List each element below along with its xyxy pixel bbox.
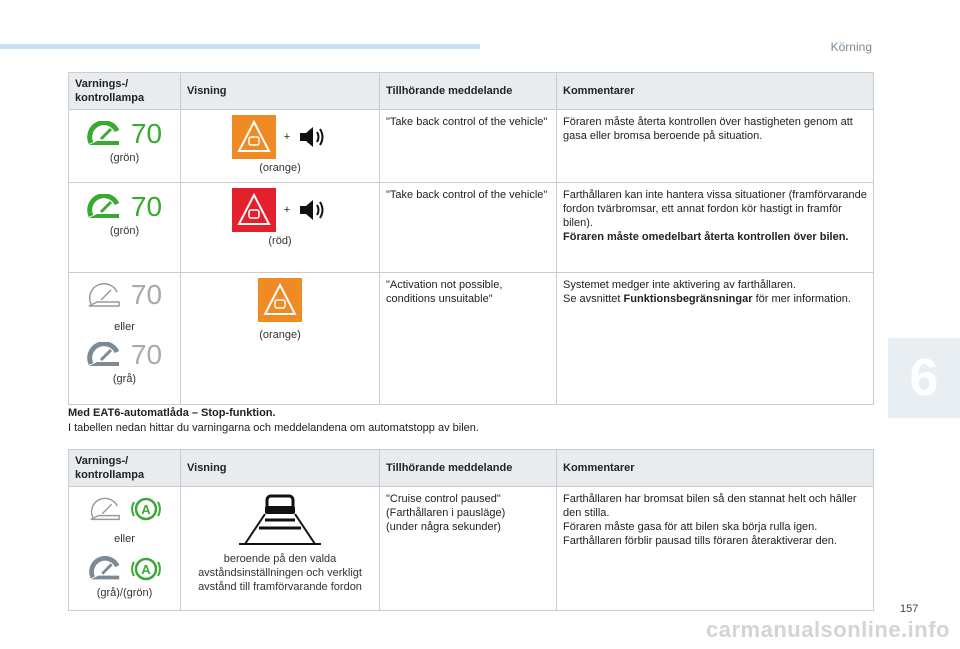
plus-sign: +	[283, 204, 291, 216]
table-row	[69, 273, 874, 405]
speaker-icon	[298, 197, 328, 223]
lamp-caption-or: eller	[114, 533, 135, 545]
lamp-caption: (grön)	[109, 152, 140, 164]
table-row	[69, 110, 874, 183]
table-row	[69, 487, 874, 611]
message-line: (Farthållaren i pausläge)	[386, 507, 506, 519]
comment-cell: Föraren måste återta kontrollen över hastigheten genom att gasa eller bromsa beroende på situation.	[557, 110, 874, 183]
col-header-message: Tillhörande meddelande	[380, 450, 557, 487]
display-cell	[181, 110, 380, 183]
comment-link-pre: Se avsnittet	[563, 293, 624, 305]
page-number: 157	[900, 603, 919, 615]
speed-value: 70	[130, 118, 163, 149]
display-caption: beroende på den valda avståndsinställningen och verkligt avstånd till framförvarande fordon	[198, 553, 362, 593]
display-cell	[181, 487, 380, 611]
lamp-caption: (grön)	[109, 225, 140, 237]
auto-hold-green-icon	[131, 554, 161, 584]
comment-link: Funktionsbegränsningar	[623, 293, 753, 305]
message-line: "Cruise control paused"	[386, 493, 501, 505]
message-cell: "Take back control of the vehicle"	[380, 183, 557, 273]
speed-value: 70	[130, 191, 163, 222]
lamp-cell	[69, 110, 181, 183]
table-row	[69, 183, 874, 273]
cruise-control-grey-icon	[89, 556, 123, 582]
chapter-tab: 6	[888, 338, 960, 418]
comment-text: Systemet medger inte aktivering av farthållaren.	[563, 279, 796, 291]
auto-hold-green-icon	[131, 494, 161, 524]
lamp-caption-or: eller	[114, 321, 135, 333]
note-title: Med EAT6-automatlåda – Stop-funktion.	[68, 407, 276, 419]
warning-orange-icon	[232, 115, 276, 159]
display-caption: (röd)	[268, 235, 292, 247]
comment-line: Farthållaren förblir pausad tills föraren återaktiverar den.	[563, 535, 837, 547]
comment-link-post: för mer information.	[752, 293, 851, 305]
cruise-control-outline-icon	[87, 282, 123, 308]
col-header-comment: Kommentarer	[557, 450, 874, 487]
lamp-caption: (grå)/(grön)	[96, 587, 153, 599]
plus-sign: +	[283, 131, 291, 143]
message-cell	[380, 487, 557, 611]
col-header-display: Visning	[181, 73, 380, 110]
lamp-cell	[69, 273, 181, 405]
display-cell	[181, 273, 380, 405]
lamp-caption: (grå)	[112, 373, 137, 385]
warning-table-2	[68, 449, 874, 611]
cruise-control-grey-icon	[87, 342, 123, 368]
section-title: Körning	[830, 40, 872, 54]
auto-hold-letter: A	[140, 562, 151, 577]
comment-text: Farthållaren kan inte hantera vissa situationer (framförvarande fordon tvärbromsar, ett annat fordon kör hastigt in framför bilen).	[563, 189, 867, 229]
cruise-control-green-icon	[87, 121, 123, 147]
comment-cell	[557, 183, 874, 273]
note-text: I tabellen nedan hittar du varningarna och meddelandena om automatstopp av bilen.	[68, 422, 479, 434]
comment-bold: Föraren måste omedelbart återta kontrollen över bilen.	[563, 231, 849, 243]
comment-line: Farthållaren har bromsat bilen så den stannat helt och hâller den stilla.	[563, 493, 857, 519]
display-caption: (orange)	[259, 329, 301, 341]
message-cell: "Activation not possible, conditions unsuitable"	[380, 273, 557, 405]
cruise-control-outline-icon	[89, 496, 123, 522]
warning-red-icon	[232, 188, 276, 232]
cruise-control-green-icon	[87, 194, 123, 220]
warning-table-1	[68, 72, 874, 405]
col-header-lamp: Varnings-/ kontrollampa	[69, 450, 181, 487]
speed-value: 70	[130, 279, 163, 310]
auto-hold-letter: A	[140, 502, 151, 517]
table-header-row	[69, 73, 874, 110]
lamp-cell	[69, 183, 181, 273]
col-header-display: Visning	[181, 450, 380, 487]
col-header-message: Tillhörande meddelande	[380, 73, 557, 110]
comment-cell	[557, 273, 874, 405]
speaker-icon	[298, 124, 328, 150]
lamp-cell	[69, 487, 181, 611]
message-line: (under några sekunder)	[386, 521, 501, 533]
watermark: carmanualsonline.info	[706, 617, 950, 642]
col-header-lamp: Varnings-/ kontrollampa	[69, 73, 181, 110]
display-cell	[181, 183, 380, 273]
message-cell: "Take back control of the vehicle"	[380, 110, 557, 183]
vehicle-distance-icon	[235, 492, 325, 546]
display-caption: (orange)	[259, 162, 301, 174]
top-accent-bar	[0, 44, 480, 49]
comment-line: Föraren måste gasa för att bilen ska börja rulla igen.	[563, 521, 818, 533]
table-header-row	[69, 450, 874, 487]
col-header-comment: Kommentarer	[557, 73, 874, 110]
comment-cell	[557, 487, 874, 611]
warning-orange-icon	[258, 278, 302, 322]
speed-value: 70	[130, 339, 163, 370]
